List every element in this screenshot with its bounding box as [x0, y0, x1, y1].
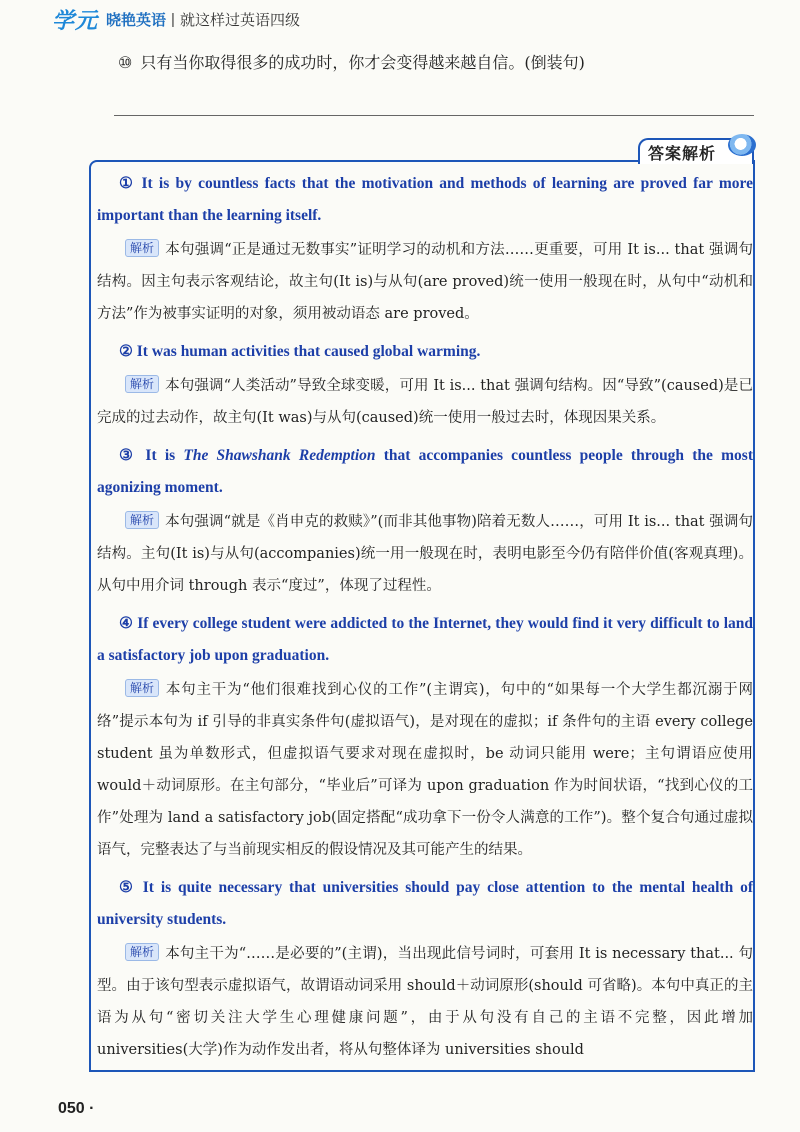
brand-name: 晓艳英语: [106, 11, 167, 29]
explanation: 解析 本句主干为“……是必要的”(主谓)，当出现此信号词时，可套用 It is necessary that... 句型。由于该句型表示虚拟语气，故谓语动词采用 should＋动词原形(should 可省略)。本句中真正的主语为从句“密切关注大学生心理健康问题”，由于从句没有自己的主语不完整，因此增加 universities(大学)作为动作发出者，将从句整体译为 universities should: [97, 945, 753, 1058]
answer-sentence: ① It is by countless facts that the motivation and methods of learning are proved far more important than the learning itself.: [97, 175, 753, 224]
analysis-badge: 解析: [125, 511, 159, 529]
answer-line: [114, 115, 754, 116]
answer-analysis-tab: [638, 138, 754, 164]
publisher-logo: 学元: [52, 7, 99, 33]
page-header: [52, 6, 300, 32]
answer-sentence: ③ It is The Shawshank Redemption that accompanies countless people through the most agonizing moment.: [97, 447, 753, 496]
question-text: 只有当你取得很多的成功时，你才会变得越来越自信。(倒装句): [140, 53, 585, 72]
analysis-badge: 解析: [125, 239, 159, 257]
header-separator: |: [171, 10, 175, 28]
book-series-title: 就这样过英语四级: [179, 11, 300, 29]
practice-question: [118, 50, 585, 73]
answer-sentence: ⑤ It is quite necessary that universities should pay close attention to the mental health of university students.: [97, 879, 753, 928]
explanation: 解析 本句强调“人类活动”导致全球变暖，可用 It is... that 强调句结构。因“导致”(caused)是已完成的过去动作，故主句(It was)与从句(caused)统一使用一般过去时，体现因果关系。: [97, 377, 753, 426]
explanation: 解析 本句强调“就是《肖申克的救赎》”(而非其他事物)陪着无数人……，可用 It is... that 强调句结构。主句(It is)与从句(accompanies)统一用一般现在时，表明电影至今仍有陪伴价值(客观真理)。从句中用介词 through 表示“度过”，体现了过程性。: [97, 513, 753, 594]
question-number: ⑩: [118, 53, 133, 72]
movie-title: The Shawshank Redemption: [183, 447, 376, 464]
analysis-badge: 解析: [125, 375, 159, 393]
answer-sentence: ② It was human activities that caused global warming.: [119, 343, 481, 360]
page-number: 050 ·: [58, 1100, 95, 1117]
answer-sentence: ④ If every college student were addicted to the Internet, they would find it very difficult to land a satisfactory job upon graduation.: [97, 615, 753, 664]
analysis-badge: 解析: [125, 943, 159, 961]
magnifier-icon: [728, 134, 756, 156]
explanation: 解析 本句强调“正是通过无数事实”证明学习的动机和方法……更重要，可用 It is... that 强调句结构。因主句表示客观结论，故主句(It is)与从句(are proved)统一使用一般现在时，从句中“动机和方法”作为被事实证明的对象，须用被动语态 are proved。: [97, 241, 753, 322]
analysis-badge: 解析: [125, 679, 159, 697]
answer-analysis-label: 答案解析: [648, 145, 717, 163]
explanation: 解析 本句主干为“他们很难找到心仪的工作”(主谓宾)，句中的“如果每一个大学生都沉溺于网络”提示本句为 if 引导的非真实条件句(虚拟语气)，是对现在的虚拟；if 条件句的主语 every college student 虽为单数形式，但虚拟语气要求对现在虚拟时，be 动词只能用 were；主句谓语应使用 would＋动词原形。在主句部分，“毕业后”可译为 upon graduation 作为时间状语，“找到心仪的工作”处理为 land a satisfactory job(固定搭配“成功拿下一份令人满意的工作”)。整个复合句通过虚拟语气，完整表达了与当前现实相反的假设情况及其可能产生的结果。: [97, 681, 753, 858]
answer-content: [97, 168, 753, 1072]
